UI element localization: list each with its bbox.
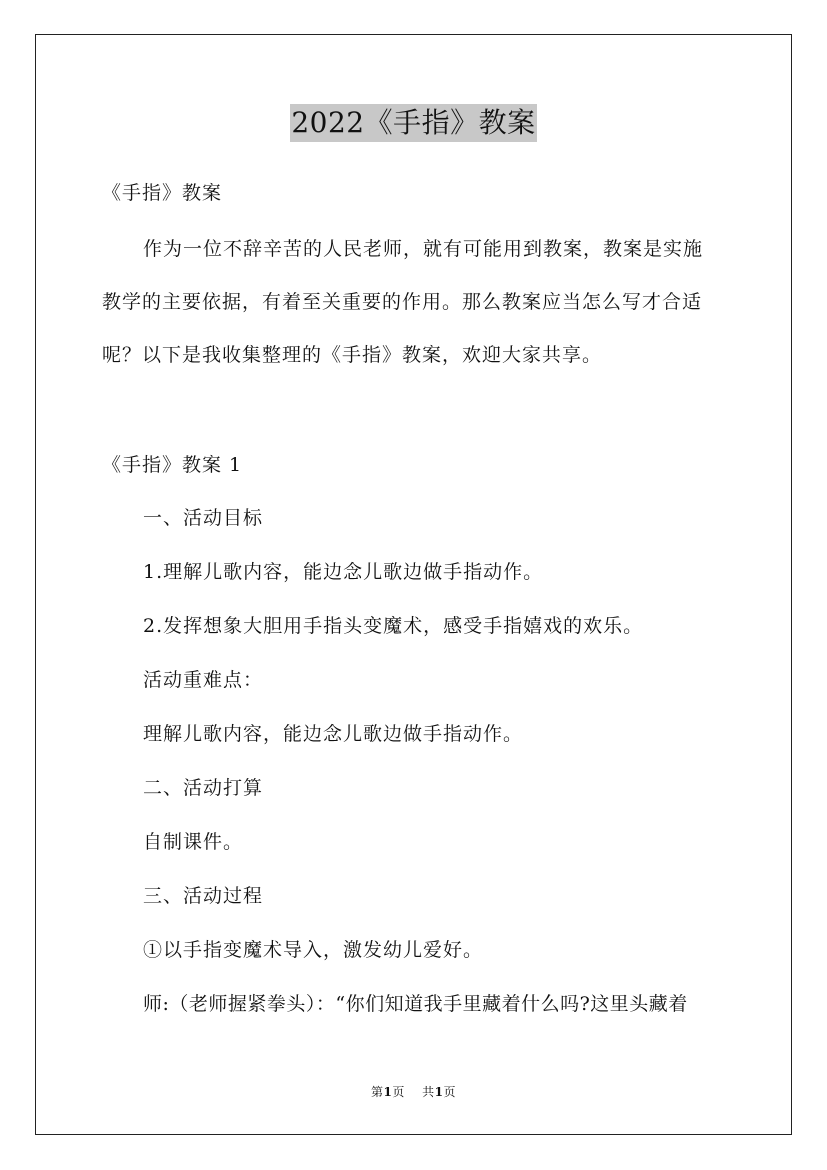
document-title-wrapper — [0, 104, 827, 142]
page-footer — [0, 1084, 827, 1100]
total-label-suffix: 页 — [443, 1085, 457, 1099]
section1-line-3: 2.发挥想象大胆用手指头变魔术，感受手指嬉戏的欢乐。 — [143, 615, 644, 637]
total-pages: 1 — [434, 1085, 444, 1099]
intro-line-2: 教学的主要依据，有着至关重要的作用。那么教案应当怎么写才合适 — [102, 291, 703, 313]
total-label-prefix: 共 — [422, 1085, 435, 1099]
section1-heading: 《手指》教案 1 — [102, 454, 243, 476]
intro-line-3: 呢？以下是我收集整理的《手指》教案，欢迎大家共享。 — [102, 344, 603, 366]
section1-line-10: 师:（老师握紧拳头）：“你们知道我手里藏着什么吗?这里头藏着 — [143, 993, 688, 1015]
page-number: 1 — [383, 1085, 393, 1099]
section1-line-4: 活动重难点： — [143, 669, 264, 691]
document-title: 2022《手指》教案 — [290, 104, 536, 142]
page-label-prefix: 第 — [370, 1085, 384, 1099]
section1-line-9: ①以手指变魔术导入，激发幼儿爱好。 — [143, 939, 484, 961]
page-label-suffix: 页 — [392, 1085, 405, 1099]
document-heading: 《手指》教案 — [102, 182, 223, 204]
section1-line-2: 1.理解儿歌内容，能边念儿歌边做手指动作。 — [143, 561, 544, 583]
section1-line-1: 一、活动目标 — [143, 507, 264, 529]
section1-line-8: 三、活动过程 — [143, 885, 264, 907]
section1-line-5: 理解儿歌内容，能边念儿歌边做手指动作。 — [143, 723, 524, 745]
section1-line-7: 自制课件。 — [143, 831, 244, 853]
section1-line-6: 二、活动打算 — [143, 777, 264, 799]
intro-line-1: 作为一位不辞辛苦的人民老师，就有可能用到教案，教案是实施 — [143, 238, 704, 260]
